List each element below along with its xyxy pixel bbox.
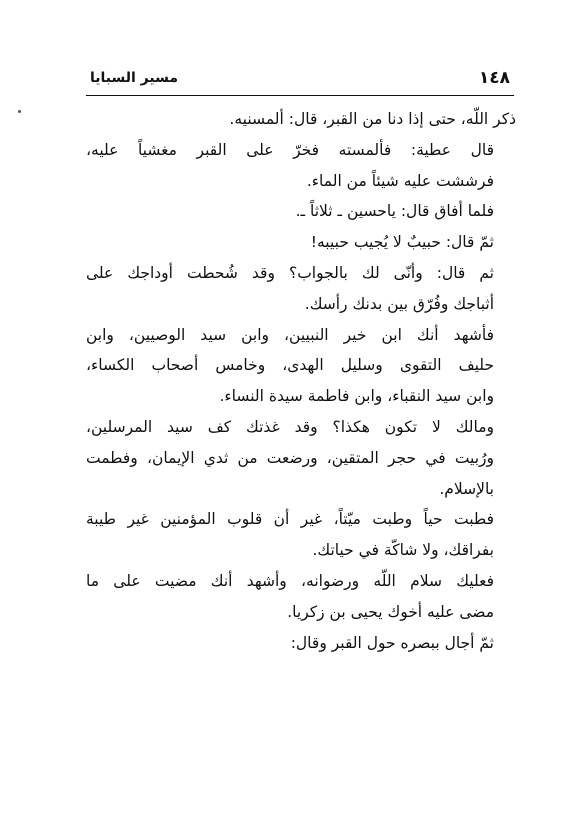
text-line: أثباجك وفُرّق بين بدنك رأسك. bbox=[304, 294, 494, 313]
page-header bbox=[86, 66, 514, 92]
paragraph bbox=[86, 566, 516, 628]
header-rule bbox=[86, 95, 514, 96]
text-line: وابن سيد النقباء، وابن فاطمة سيدة النساء. bbox=[219, 387, 494, 406]
text-line: مضى عليه أخوك يحيى بن زكريا. bbox=[287, 602, 494, 621]
text-line: ثمّ أجال ببصره حول القبر وقال: bbox=[290, 633, 494, 652]
paragraph bbox=[86, 104, 516, 135]
text-line: فأشهد أنك ابن خير النبيين، وابن سيد الوصيين، وابن bbox=[86, 325, 494, 344]
text-line: فرششت عليه شيئاً من الماء. bbox=[306, 171, 494, 190]
paragraph bbox=[86, 227, 516, 258]
paragraph bbox=[86, 412, 516, 504]
running-title: مسير السبايا bbox=[90, 70, 178, 86]
text-line: حليف التقوى وسليل الهدى، وخامس أصحاب الكساء، bbox=[86, 356, 494, 375]
text-line: فعليك سلام اللّه ورضوانه، وأشهد أنك مضيت على ما bbox=[86, 571, 494, 590]
text-line: فطبت حياً وطبت ميّتاً، غير أن قلوب المؤمنين غير طيبة bbox=[86, 510, 494, 529]
text-line: ومالك لا تكون هكذا؟ وقد غذتك كف سيد المرسلين، bbox=[86, 417, 494, 436]
margin-dot bbox=[18, 110, 21, 113]
text-line: بفراقك، ولا شاكّة في حياتك. bbox=[312, 541, 494, 560]
paragraph bbox=[86, 320, 516, 412]
text-line: ورُبيت في حجر المتقين، ورضعت من ثدي الإيمان، وفطمت bbox=[86, 448, 494, 467]
body-text bbox=[86, 104, 516, 658]
paragraph bbox=[86, 504, 516, 566]
text-line: بالإسلام. bbox=[439, 479, 494, 498]
text-line: قال عطية: فألمسته فخرّ على القبر مغشياً عليه، bbox=[86, 140, 494, 159]
text-line: فلما أفاق قال: ياحسين ـ ثلاثاً ـ. bbox=[295, 202, 494, 221]
text-line: ذكر اللّه، حتى إذا دنا من القبر، قال: ألمسنيه. bbox=[229, 110, 516, 128]
paragraph bbox=[86, 135, 516, 197]
paragraph bbox=[86, 628, 516, 659]
text-line: ثم قال: وأنّى لك بالجواب؟ وقد شُحطت أوداجك على bbox=[86, 263, 494, 282]
paragraph bbox=[86, 196, 516, 227]
text-line: ثمّ قال: حبيبٌ لا يُجيب حبيبه! bbox=[310, 233, 494, 252]
page-number: ١٤٨ bbox=[478, 68, 510, 88]
paragraph bbox=[86, 258, 516, 320]
